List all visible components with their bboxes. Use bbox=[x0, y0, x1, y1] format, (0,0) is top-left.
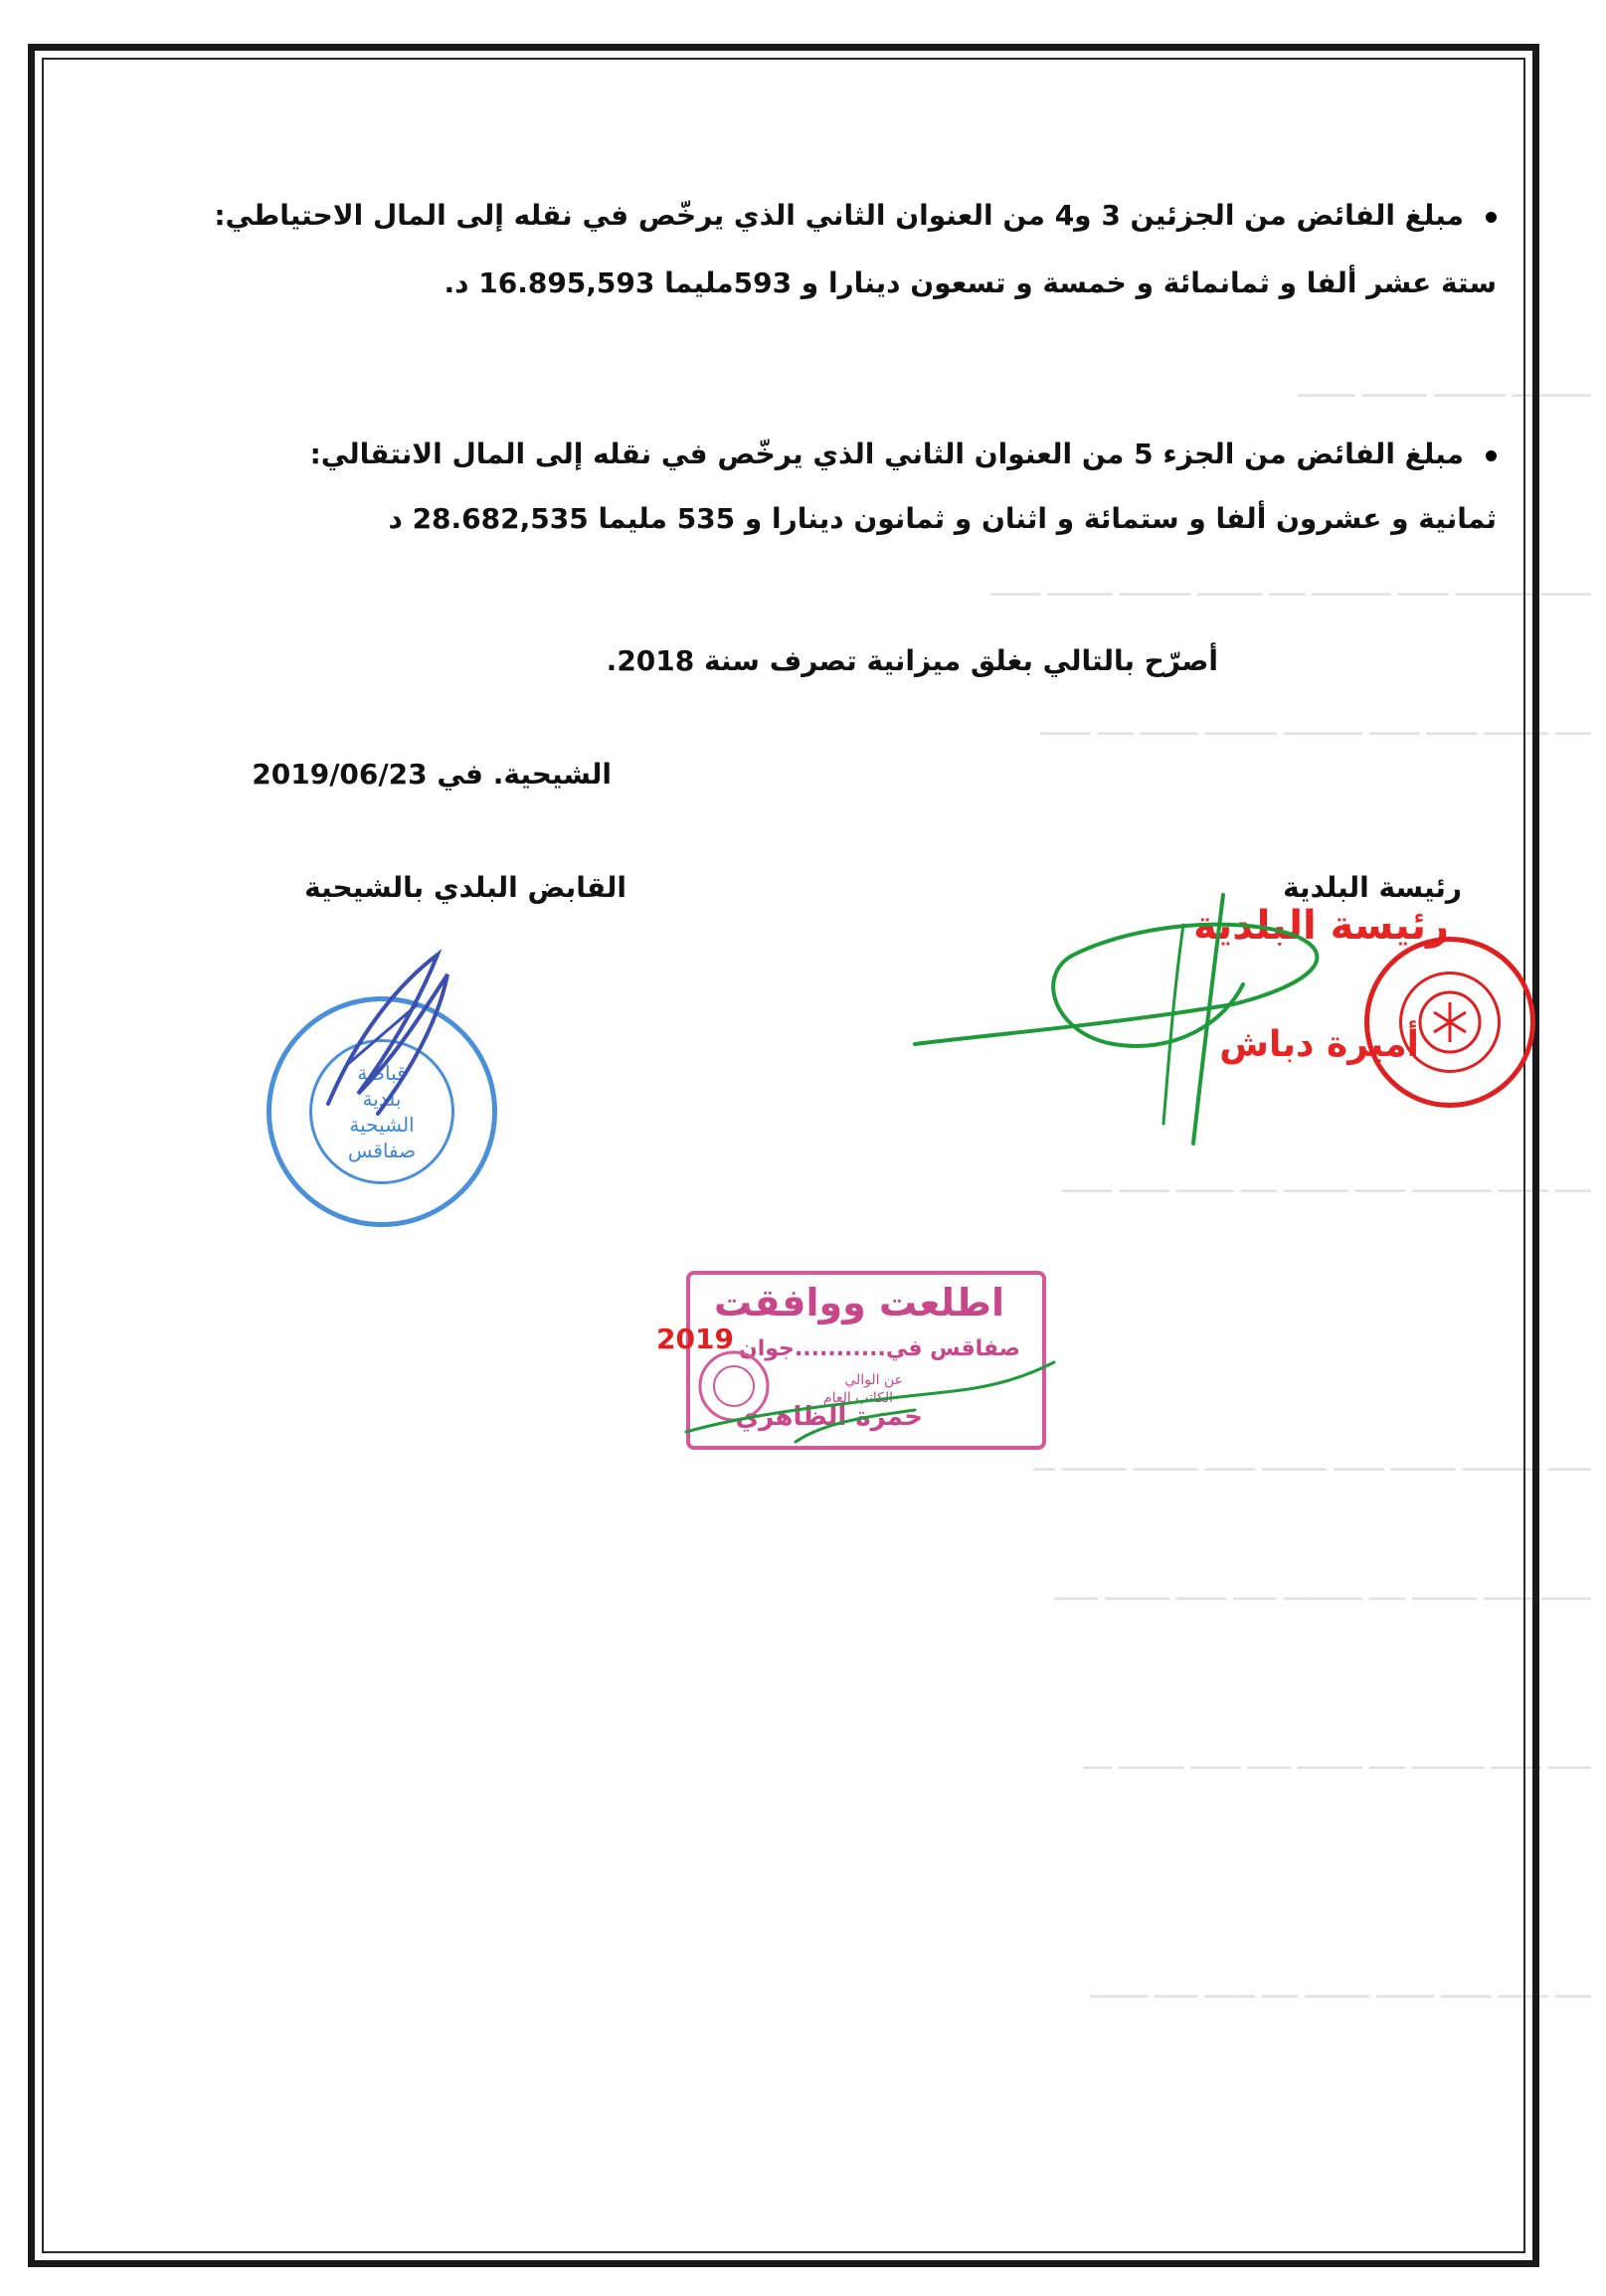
bleed-through-text: ـــــ ـــــــ ـــــــــــ ـــــــ ـــــــــ ـــــ ــــــــ ـــــــ ـــــــ bbox=[1061, 1173, 1591, 1197]
seal-emblem-icon bbox=[1364, 937, 1535, 1108]
bleed-through-text: ــــــ ـــــــ ــــــــــ ـــــ ـــــــــ ــــــ ـــــــ ـــــــــ ــــ bbox=[1083, 1750, 1591, 1774]
approval-stamp-name: حمزة الظاهري bbox=[735, 1402, 923, 1432]
bullet-dot-icon bbox=[1486, 450, 1497, 461]
approval-seal-icon bbox=[694, 1346, 774, 1426]
municipal-red-seal bbox=[1364, 937, 1535, 1108]
receiver-title: القابض البلدي بالشيحية bbox=[304, 871, 626, 904]
seal-line: بلدية bbox=[362, 1087, 402, 1111]
closing-declaration: أصرّح بالتالي بغلق ميزانية تصرف سنة 2018. bbox=[606, 644, 1218, 677]
mayor-stamp-name: أميرة دباش bbox=[1219, 1024, 1419, 1065]
bleed-through-text: ـــــ ـــــــ ـــــــ ــــــــ ـــــــــ ـــــ ـــــــ ــــــ ــــــــ bbox=[1090, 1979, 1591, 2003]
bullet-text-line: مبلغ الفائض من الجزئين 3 و4 من العنوان الثاني الذي يرخّص في نقله إلى المال الاحتياطي: bbox=[214, 199, 1464, 232]
seal-line: صفاقس bbox=[347, 1139, 417, 1162]
seal-line: الشيحية bbox=[349, 1113, 415, 1137]
approval-stamp-sub2: الكاتب العام bbox=[822, 1390, 893, 1406]
page-border-inner bbox=[42, 58, 1525, 2253]
bleed-through-text: ـــــــــــ ــــــــــ ـــــــــ ــــــــ bbox=[1298, 378, 1591, 402]
bullet-item-transitional bbox=[310, 438, 1497, 470]
bleed-through-text: ـــــ ـــــــــ ـــــــ ـــــــ ـــــــــــ ــــــــــ ــــــــ ـــــ ـــــــ bbox=[1040, 716, 1591, 740]
bullet-dot-icon bbox=[1486, 212, 1497, 223]
seal-inner-ring bbox=[309, 1039, 454, 1184]
seal-line: قباضة bbox=[357, 1061, 407, 1085]
bullet-item-reserve bbox=[214, 199, 1497, 232]
approval-stamp-place: صفاقس في...........جوان bbox=[738, 1336, 1020, 1361]
bullet-text-line: مبلغ الفائض من الجزء 5 من العنوان الثاني الذي يرخّص في نقله إلى المال الانتقالي: bbox=[309, 438, 1464, 470]
mayor-stamp-title: رئيسة البلدية bbox=[1192, 903, 1449, 949]
receiver-blue-seal bbox=[267, 996, 497, 1227]
mayor-title: رئيسة البلدية bbox=[1283, 871, 1462, 904]
approval-stamp-title: اطلعت ووافقت bbox=[714, 1281, 1004, 1325]
bullet-amount-transitional: ثمانية و عشرون ألفا و ستمائة و اثنان و ثمانون دينارا و 535 مليما 28.682,535 د bbox=[388, 502, 1497, 535]
bleed-through-text: ــــــ ـــــــــــ ـــــــــ ـــــــ ـــــــــ ـــــــ ـــــــــ ـــــــــ ـــ bbox=[1033, 1452, 1591, 1476]
approval-stamp bbox=[686, 1271, 1046, 1450]
bullet-amount-reserve: ستة عشر ألفا و ثمانمائة و خمسة و تسعون دينارا و 593مليما 16.895,593 د. bbox=[444, 266, 1497, 299]
approval-stamp-sub1: عن الوالي bbox=[844, 1372, 903, 1388]
approval-date: 2019 bbox=[656, 1323, 734, 1355]
bleed-through-text: ـــــــ ـــــــ ـــــــــ ـــــ ـــــــــــ ــــــ ـــــــ ـــــــــ ــــــ bbox=[1054, 1581, 1591, 1605]
place-date: الشيحية. في 2019/06/23 bbox=[252, 758, 612, 791]
bleed-through-text: ـــــــ ـــــــــــ ـــــــ ـــــــــــ ـــــ ـــــــــ ــــــــــ ـــــــــ ـــــــ bbox=[990, 577, 1591, 601]
